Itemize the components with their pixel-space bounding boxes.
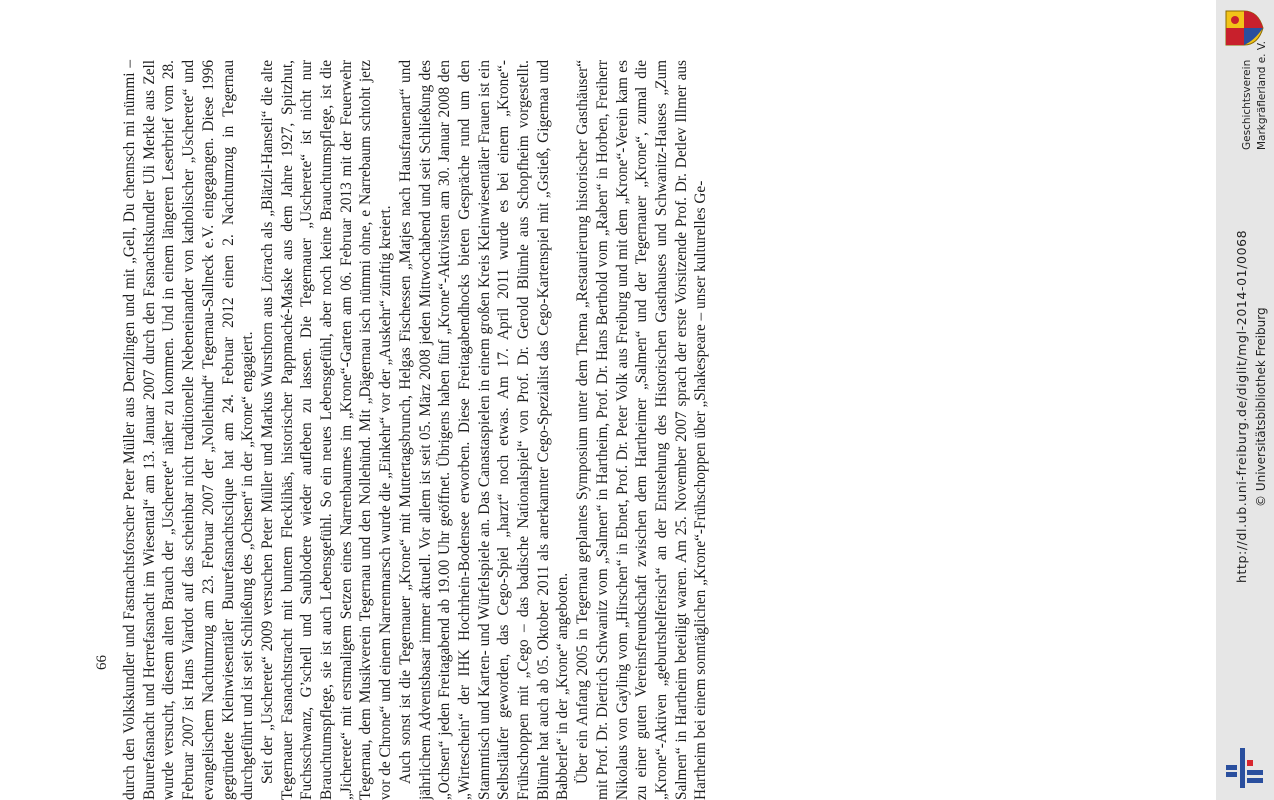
body-text (120, 60, 711, 800)
paragraph: Seit der „Uscherete“ 2009 versuchen Peter Müller und Markus Wursthorn aus Lörrach als „Blätzli-Hanseli“ die alte Tegernauer Fasnachtstracht mit buntem Flecklihäs, historischer Pappmaché-Maske aus dem Jahre 1927, Spitzhut, Fuchsschwanz, G’schell und Saublodere wieder aufleben zu lassen. Die Tegernauer „Uscherete“ ist nicht nur Brauchtumspflege, sie ist auch Lebensgefühl. So ein neues Lebensgefühl, aber noch keine Brauchtumspflege, ist die „Jicherete“ mit erstmaligem Setzen eines Narrenbaumes im „Krone“-Garten am 06. Februar 2013 mit der Feuerwehr Tegernau, dem Musikverein Tegernau und den Nollehünd. Mit „Dägernau isch nümmi ohne, e Narrebaum schtoht jetz vor de Chrone“ und einem Narrenmarsch wurde die „Einkehr“ vor der „Auskehr“ zünftig kreiert. (258, 60, 395, 800)
page-number: 66 (94, 655, 110, 670)
copyright-notice: © Universitätsbibliothek Freiburg (1254, 307, 1268, 507)
paragraph: durch den Volkskundler und Fastnachtsforscher Peter Müller aus Denzlingen und mit „Gell, Du chennsch mi nümmi – Buurefasnacht und Herrefasnacht im Wiesental“ am 13. Januar 2007 durch den Fasnachtskundler Uli Merkle aus Zell wurde versucht, diesem alten Brauch der „Uscherete“ näher zu kommen. Und in einem längeren Leserbrief vom 28. Februar 2007 ist Hans Viardot auf das scheinbar nicht traditionelle Nebeneinander von katholischer „Uscherete“ und evangelischem Nachtumzug am 23. Februar 2007 der „Nollehünd“ Tegernau-Sallneck e.V. eingegangen. Diese 1996 gegründete Kleinwiesentäler Buurefasnachtsclique hat am 24. Februar 2012 einen 2. Nachtumzug in Tegernau durchgeführt und ist seit Schließung des „Ochsen“ in der „Krone“ engagiert. (121, 60, 257, 800)
university-library-logo-icon (1226, 748, 1266, 797)
society-name: Geschichtsverein (1241, 59, 1253, 150)
society-region: Markgräflerland e. V. (1256, 40, 1268, 150)
document-url-link[interactable]: http://dl.ub.uni-freiburg.de/diglit/mgl-2014-01/0068 (1234, 229, 1249, 583)
paragraph: Auch sonst ist die Tegernauer „Krone“ mit Muttertagsbrunch, Helgas Fischessen „Matjes nach Hausfrauenart“ und jährlichem Adventsbasar immer aktuell. Vor allem ist seit 05. März 2008 jeden Mittwochabend und seit Schließung des „Ochsen“ jeden Freitagabend ab 19.00 Uhr geöffnet. Übrigens haben fünf „Krone“-Aktivisten am 30. Januar 2008 den „Wirteschein“ der IHK Hochrhein-Bodensee erworben. Diese Freitagabendhocks bieten Gespräche rund um den Stammtisch und Karten- und Würfelspiele an. Das Canastaspielen in einem großen Kreis Kleinwiesentäler Frauen ist ein Selbstläufer geworden, das Cego-Spiel „harzt“ noch etwas. Am 17. April 2011 wurde es bei einem „Krone“-Frühschoppen mit „Cego – das badische Nationalspiel“ von Prof. Dr. Gerold Blümle aus Schopfheim vorgestellt. Blümle hat auch ab 05. Oktober 2011 als anerkannter Cego-Spezialist das Cego-Kartenspiel mit „Gstieß, Gigemaa und Babberle“ in der „Krone“ angeboten. (396, 60, 572, 800)
paragraph: Über ein Anfang 2005 in Tegernau geplantes Symposium unter dem Thema „Restaurierung historischer Gasthäuser“ mit Prof. Dr. Dietrich Schwanitz vom „Salmen“ in Hartheim, Prof. Dr. Hans Berthold vom „Raben“ in Horben, Freiherr Nikolaus von Gayling vom „Hirschen“ in Ebnet, Prof. Dr. Peter Volk aus Freiburg und mit dem „Krone“-Verein kam es zu einer guten Vereinsfreundschaft zwischen dem Hartheimer „Salmen“ und der Tegernauer „Krone“, zumal die „Krone“-Aktiven „geburtshelferisch“ an der Entstehung des Historischen Gasthauses und Schwanitz-Hauses „Zum Salmen“ in Hartheim beteiligt waren. Am 25. November 2007 sprach der erste Vorsitzende Prof. Dr. Detlev Illmer aus Hartheim bei einem sonntäglichen „Krone“-Frühschoppen über „Shakespeare – unser kulturelles Ge- (574, 60, 710, 800)
rotated-page (94, 40, 1120, 800)
